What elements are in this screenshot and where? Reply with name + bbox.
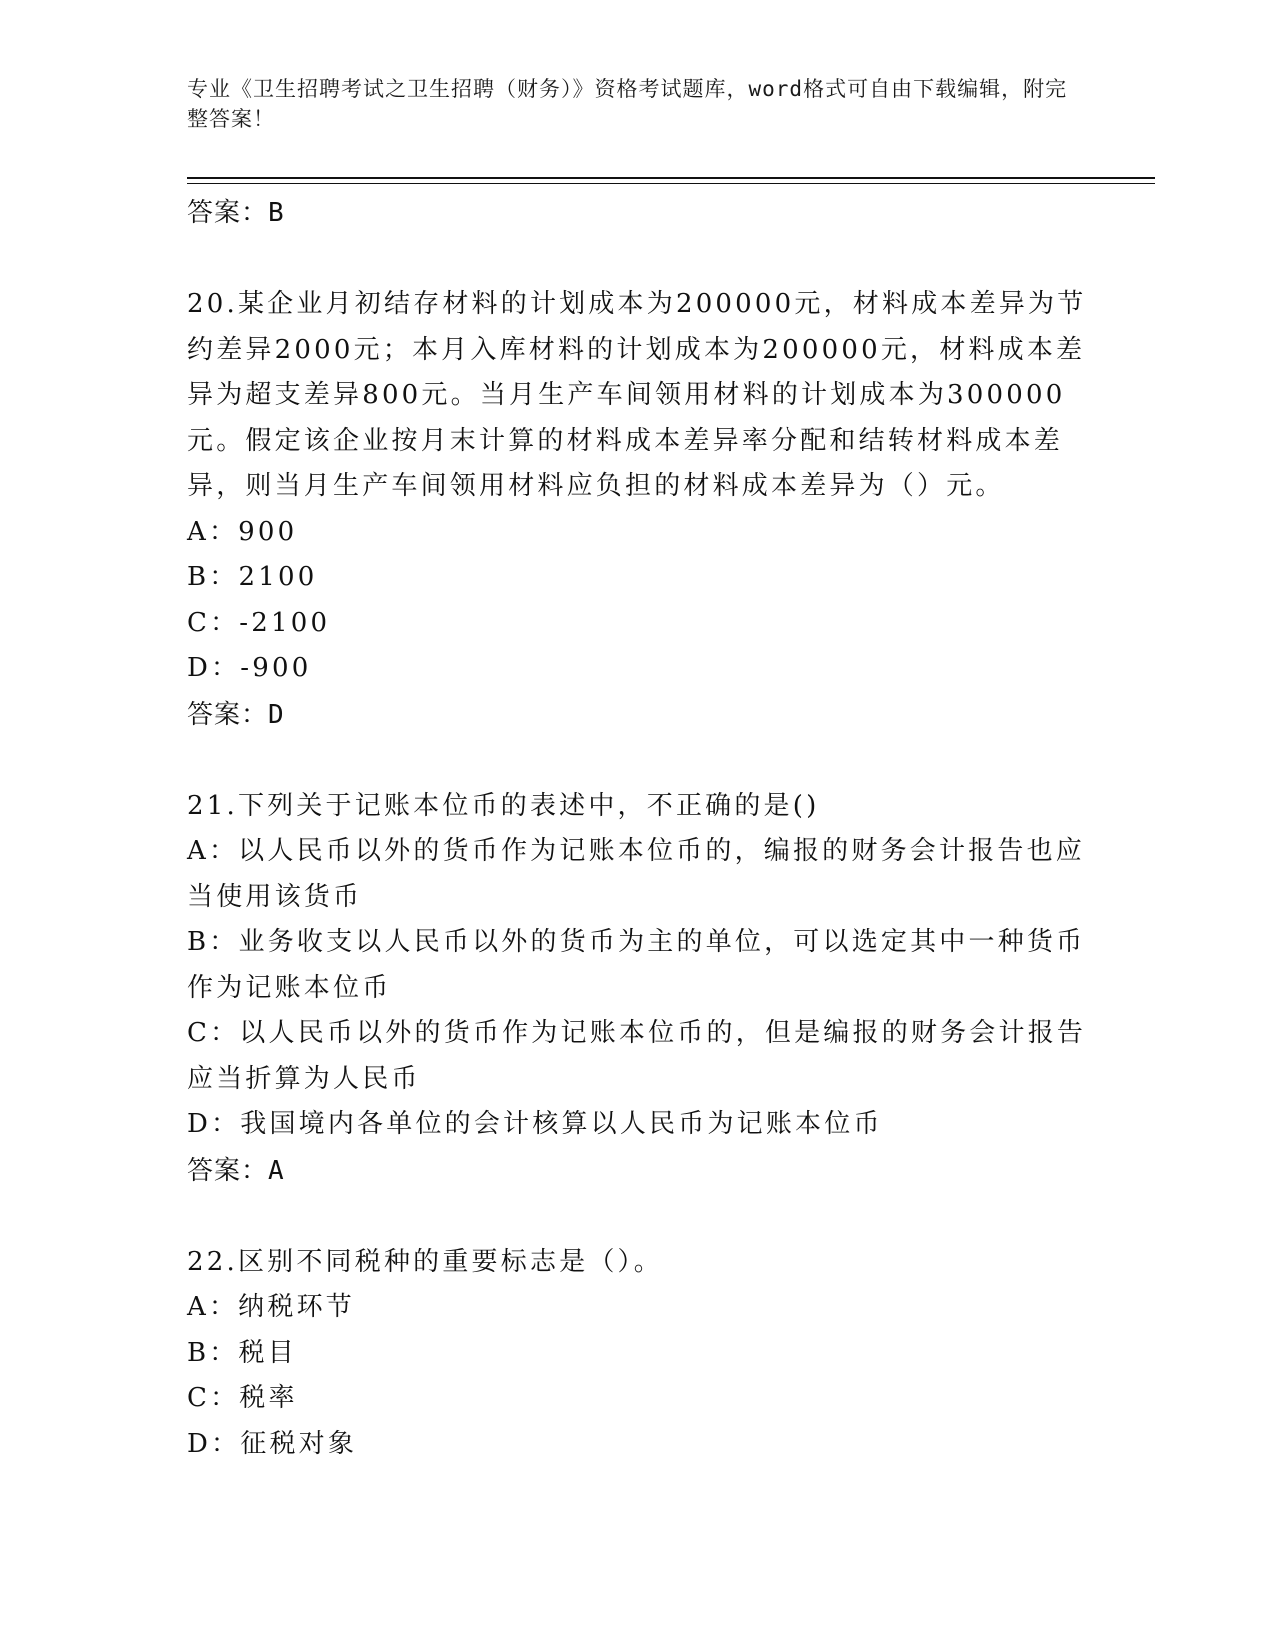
spacer <box>187 738 1087 784</box>
question-22-option-d: D：征税对象 <box>187 1428 358 1459</box>
spacer <box>187 1194 1087 1240</box>
answer-q21: 答案：A <box>187 1155 285 1186</box>
question-20-option-b: B：2100 <box>187 562 318 592</box>
question-20-stem: 20.某企业月初结存材料的计划成本为200000元，材料成本差异为节约差异2000元；本月入库材料的计划成本为200000元，材料成本差异为超支差异800元。当月生产车间领用材料的计划成本为300000元。假定该企业按月末计算的材料成本差异率分配和结转材料成本差异，则当月生产车间领用材料应负担的材料成本差异为（）元。 <box>187 289 1087 501</box>
question-22-stem: 22.区别不同税种的重要标志是（）。 <box>187 1246 663 1277</box>
question-21-option-b: B：业务收支以人民币以外的货币为主的单位，可以选定其中一种货币作为记账本位币 <box>187 927 1086 1003</box>
document-header: 专业《卫生招聘考试之卫生招聘（财务）》资格考试题库，word格式可自由下载编辑，附完整答案！ <box>187 77 1068 131</box>
question-22-option-b: B：税目 <box>187 1337 297 1368</box>
question-20-option-c: C：-2100 <box>187 607 331 638</box>
header-rule-thick <box>187 177 1155 179</box>
question-21-option-c: C：以人民币以外的货币作为记账本位币的，但是编报的财务会计报告应当折算为人民币 <box>187 1018 1087 1094</box>
question-21-option-a: A：以人民币以外的货币作为记账本位币的，编报的财务会计报告也应当使用该货币 <box>187 836 1085 912</box>
question-22-option-a: A：纳税环节 <box>187 1292 355 1322</box>
question-21-stem: 21.下列关于记账本位币的表述中，不正确的是() <box>187 790 820 821</box>
question-21-option-d: D：我国境内各单位的会计核算以人民币为记账本位币 <box>187 1109 883 1139</box>
answer-q19: 答案：B <box>187 198 285 228</box>
question-20-option-d: D：-900 <box>187 653 312 683</box>
question-list <box>187 190 1087 1467</box>
spacer <box>187 236 1087 282</box>
question-20-option-a: A：900 <box>187 516 298 547</box>
answer-q20: 答案：D <box>187 699 285 730</box>
question-22-option-c: C：税率 <box>187 1383 298 1413</box>
header-rule-thin <box>187 183 1155 184</box>
